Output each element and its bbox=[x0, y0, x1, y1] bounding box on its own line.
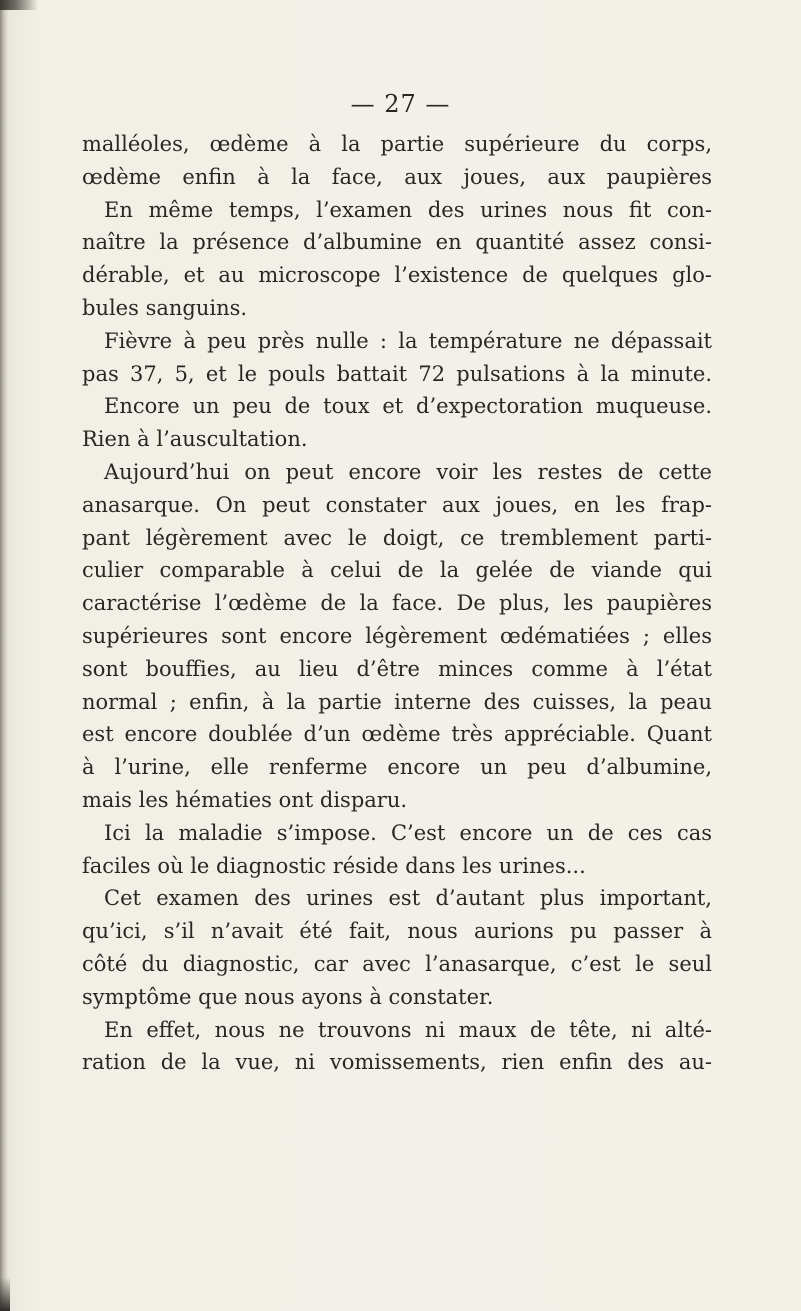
text-line: anasarque. On peut constater aux joues, en les frap- bbox=[82, 492, 712, 517]
text-line: Ici la maladie s’impose. C’est encore un de ces cas bbox=[104, 820, 712, 845]
text-line: Encore un peu de toux et d’expectoration muqueuse. bbox=[104, 394, 712, 419]
text-line: symptôme que nous ayons à constater. bbox=[82, 984, 494, 1009]
text-line: Fièvre à peu près nulle : la température ne dépassait bbox=[104, 328, 712, 353]
text-line: qu’ici, s’il n’avait été fait, nous aurions pu passer à bbox=[82, 919, 712, 944]
text-line: bules sanguins. bbox=[82, 295, 248, 320]
page-corner-mark bbox=[0, 0, 38, 10]
text-line: Cet examen des urines est d’autant plus important, bbox=[104, 886, 712, 911]
text-line: caractérise l’œdème de la face. De plus, les paupières bbox=[82, 591, 712, 616]
text-line: pas 37, 5, et le pouls battait 72 pulsations à la minute. bbox=[82, 361, 712, 386]
text-line: côté du diagnostic, car avec l’anasarque, c’est le seul bbox=[82, 951, 712, 976]
text-line: Aujourd’hui on peut encore voir les restes de cette bbox=[104, 459, 712, 484]
page-number: — 27 — bbox=[350, 90, 451, 118]
page-binding-edge bbox=[0, 0, 8, 1311]
text-line: naître la présence d’albumine en quantité assez consi- bbox=[82, 230, 712, 255]
text-line: malléoles, œdème à la partie supérieure du corps, bbox=[82, 132, 712, 156]
text-line: œdème enfin à la face, aux joues, aux paupières bbox=[82, 164, 712, 189]
text-line: dérable, et au microscope l’existence de quelques glo- bbox=[82, 263, 712, 288]
text-line: pant légèrement avec le doigt, ce tremblement parti- bbox=[82, 525, 712, 550]
text-line: culier comparable à celui de la gelée de viande qui bbox=[82, 558, 712, 583]
text-line: Rien à l’auscultation. bbox=[82, 427, 308, 452]
text-line: sont bouffies, au lieu d’être minces comme à l’état bbox=[82, 656, 712, 681]
text-line: En même temps, l’examen des urines nous fit con- bbox=[104, 197, 712, 222]
body-text bbox=[82, 128, 712, 1079]
text-line: est encore doublée d’un œdème très appréciable. Quant bbox=[82, 722, 712, 747]
text-line: mais les hématies ont disparu. bbox=[82, 787, 408, 812]
text-line: à l’urine, elle renferme encore un peu d’albumine, bbox=[82, 755, 712, 780]
text-line: En effet, nous ne trouvons ni maux de tête, ni alté- bbox=[104, 1017, 712, 1042]
text-line: supérieures sont encore légèrement œdématiées ; elles bbox=[82, 623, 712, 648]
text-line: normal ; enfin, à la partie interne des cuisses, la peau bbox=[82, 689, 712, 714]
text-line: faciles où le diagnostic réside dans les urines... bbox=[82, 853, 586, 878]
text-line: ration de la vue, ni vomissements, rien enfin des au- bbox=[82, 1050, 712, 1075]
page-bottom-mark bbox=[0, 1277, 10, 1311]
